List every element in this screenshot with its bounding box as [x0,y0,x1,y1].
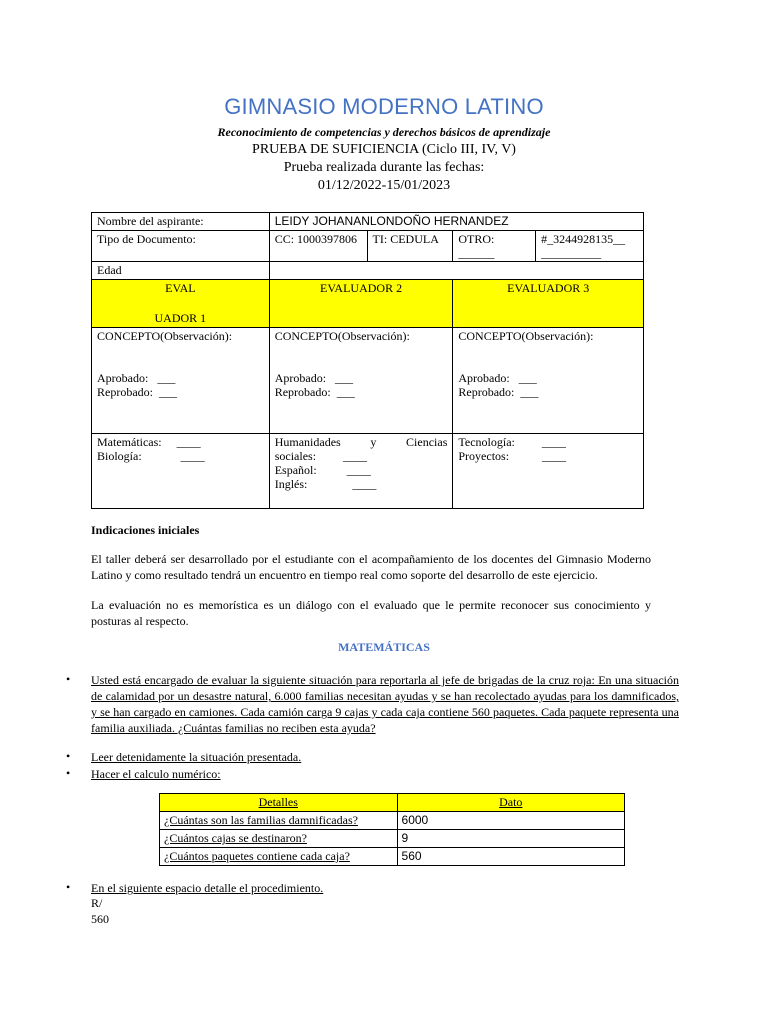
approved-blank: ___ [335,371,354,385]
evaluator-2-header: EVALUADOR 2 [269,280,453,328]
row-question: ¿Cuántos cajas se destinaron? [160,830,398,848]
answer-value: 560 [91,912,109,926]
bullet-icon: • [66,880,71,894]
answer-label: R/ [91,896,103,910]
evaluator-1-line-a: EVAL [165,281,196,295]
approved-blank: ___ [518,371,537,385]
intro-paragraph-2: La evaluación no es memorística es un diálogo con el evaluado que le permite reconocer sus conocimiento y posturas al respecto. [91,598,651,628]
sciences-label: Ciencias [406,435,448,449]
procedure-instruction: En el siguiente espacio detalle el procedimiento. [91,881,324,895]
phone-cell [536,231,644,262]
rejected-label: Reprobado: [97,385,153,399]
spanish-label: Español: [274,463,317,477]
bullet-icon: • [66,672,71,686]
header-data: Dato [397,794,624,812]
and-label: y [370,435,377,449]
projects-blank: ____ [542,449,567,463]
biology-blank: ____ [180,449,205,463]
table-row [160,848,625,866]
calc-instruction: Hacer el calculo numérico: [91,767,221,781]
evaluator-3-header: EVALUADOR 3 [453,280,644,328]
data-table-header [160,794,625,812]
rejected-blank: ___ [520,385,539,399]
age-label: Edad [92,262,270,280]
document-type-label: Tipo de Documento: [92,231,270,262]
math-problem-text: Usted está encargado de evaluar la siguiente situación para reportarla al jefe de brigadas de la cruz roja: En una situación de calamidad por un desastre natural, 6.000 familias necesitan ayudas y se han recolectado ayudas para los damnificados, y se han cargado en camiones. Cada camión carga 9 cajas y cada caja contiene 560 paquetes. Cada paquete representa una familia auxiliada. ¿Cuántas familias no reciben esta ayuda? [91,673,679,735]
rejected-blank: ___ [336,385,355,399]
otro-label: OTRO: [458,232,495,246]
technology-label: Tecnología: [458,435,515,449]
concept-cell-3 [453,328,644,434]
data-table [159,793,625,866]
name-value: LEIDY JOHANANLONDOÑO HERNANDEZ [269,213,643,231]
bullet-icon: • [66,766,71,780]
subjects-cell-2 [269,434,453,509]
evaluator-1-line-b: UADOR 1 [154,311,207,325]
social-label: sociales: [274,449,317,463]
otro-blank: ______ [458,246,495,260]
phone-blank: __________ [541,246,602,260]
social-blank: ____ [343,449,368,463]
rejected-blank: ___ [159,385,177,399]
cc-value: CC: 1000397806 [269,231,367,262]
row-question: ¿Cuántos paquetes contiene cada caja? [160,848,398,866]
row-value: 6000 [397,812,624,830]
humanities-label: Humanidades [274,435,341,449]
otro-cell [453,231,536,262]
subjects-cell-3 [453,434,644,509]
concept-label: CONCEPTO(Observación): [274,329,410,343]
name-label: Nombre del aspirante: [92,213,270,231]
technology-blank: ____ [541,435,566,449]
projects-label: Proyectos: [458,449,510,463]
age-value [269,262,643,280]
rejected-label: Reprobado: [274,385,331,399]
document-subtitle: Reconocimiento de competencias y derechos básicos de aprendizaje [217,125,551,139]
rejected-label: Reprobado: [458,385,515,399]
biology-label: Biología: [97,449,142,463]
dates-label: Prueba realizada durante las fechas: [283,160,485,175]
school-title: GIMNASIO MODERNO LATINO [224,94,544,119]
read-instruction: Leer detenidamente la situación presentada. [91,750,302,764]
evaluator-1-header [92,280,270,328]
subjects-cell-1 [92,434,270,509]
spanish-blank: ____ [346,463,371,477]
approved-blank: ___ [157,371,176,385]
math-blank: ____ [176,435,201,449]
approved-label: Aprobado: [274,371,327,385]
concept-label: CONCEPTO(Observación): [458,329,594,343]
applicant-info-table [91,212,644,509]
table-row [160,812,625,830]
row-question: ¿Cuántas son las familias damnificadas? [160,812,398,830]
english-label: Inglés: [274,477,308,491]
concept-cell-2 [269,328,453,434]
math-heading: MATEMÁTICAS [338,640,430,654]
approved-label: Aprobado: [458,371,510,385]
english-blank: ____ [352,477,377,491]
bullet-icon: • [66,749,71,763]
header-details: Detalles [160,794,398,812]
math-label: Matemáticas: [97,435,162,449]
concept-label: CONCEPTO(Observación): [97,329,233,343]
concept-cell-1 [92,328,270,434]
table-row [160,830,625,848]
intro-heading: Indicaciones iniciales [91,523,200,537]
dates-value: 01/12/2022-15/01/2023 [317,178,451,193]
phone-value: #_3244928135__ [541,232,626,246]
test-name: PRUEBA DE SUFICIENCIA (Ciclo III, IV, V) [252,142,516,157]
ti-value: TI: CEDULA [367,231,453,262]
row-value: 560 [397,848,624,866]
approved-label: Aprobado: [97,371,149,385]
row-value: 9 [397,830,624,848]
intro-paragraph-1: El taller deberá ser desarrollado por el estudiante con el acompañamiento de los docentes del Gimnasio Moderno Latino y como resultado tendrá un encuentro en tiempo real como soporte del desarrollo de este ejercicio. [91,552,651,582]
